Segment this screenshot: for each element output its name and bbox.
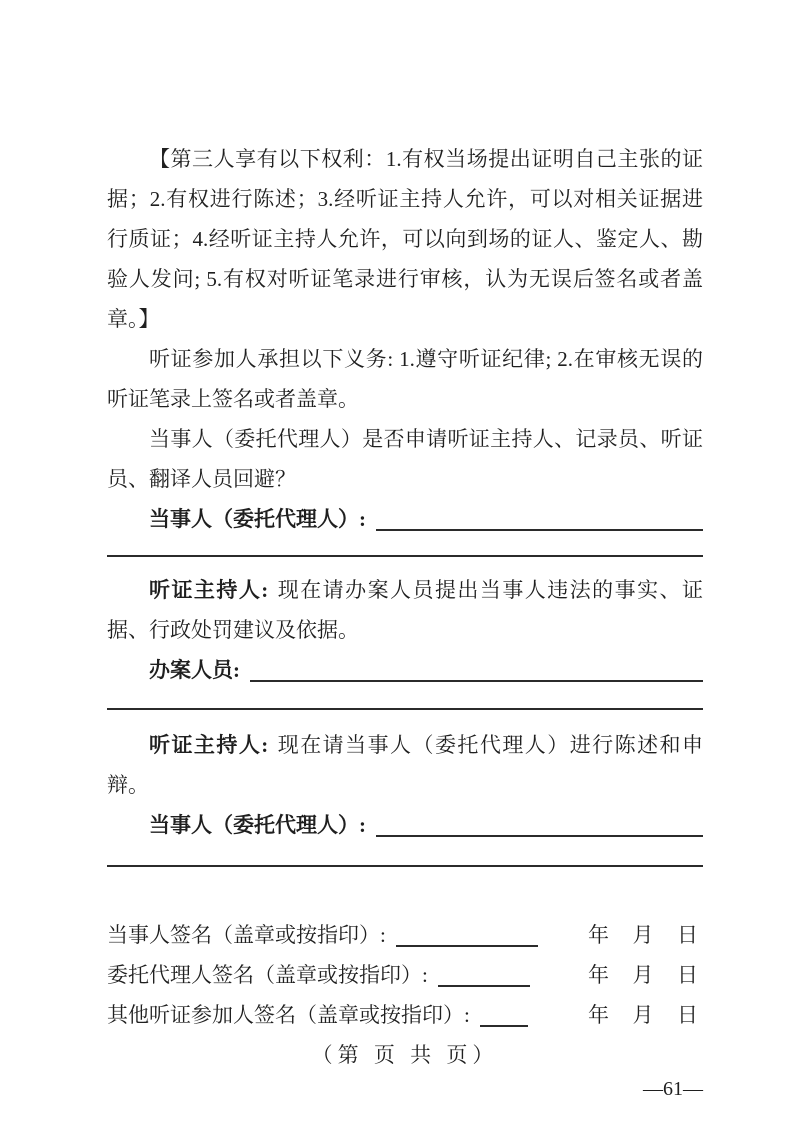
party-agent-blank-line-2 [376,805,703,837]
month-label: 月 [632,963,654,987]
party-agent-response-field-1 [107,499,703,539]
party-agent-blank-line-1 [376,499,703,531]
paragraph-third-party-rights: 【第三人享有以下权利：1.有权当场提出证明自己主张的证据；2.有权进行陈述；3.经听证主持人允许，可以对相关证据进行质证；4.经听证主持人允许，可以向到场的证人、鉴定人、勘验人发问; 5.有权对听证笔录进行审核，认为无误后签名或者盖章。】 [107,147,703,331]
year-label: 年 [588,923,609,947]
paragraph-participant-obligations: 听证参加人承担以下义务: 1.遵守听证纪律; 2.在审核无误的听证笔录上签名或者盖章。 [107,347,703,411]
case-handler-label: 办案人员: [149,658,240,682]
party-signature-date [588,915,698,955]
year-label: 年 [588,963,609,987]
signature-row-party [107,915,703,955]
host-label-2: 听证主持人: [149,733,269,757]
party-signature-blank-line [396,915,538,947]
paragraph-recusal-question: 当事人（委托代理人）是否申请听证主持人、记录员、听证员、翻译人员回避？ [107,427,703,491]
day-label: 日 [677,923,698,947]
party-agent-label-1: 当事人（委托代理人）: [149,507,366,531]
day-label: 日 [677,1003,698,1027]
section-divider-1 [107,555,703,557]
year-label: 年 [588,1003,609,1027]
other-participants-signature-date [588,995,698,1035]
host-label-1: 听证主持人: [149,578,269,602]
host-statement-text-2: 现在请当事人（委托代理人）进行陈述和申辩。 [107,733,704,797]
agent-signature-label: 委托代理人签名（盖章或按指印）: [107,963,428,987]
signature-row-agent [107,955,703,995]
other-participants-signature-label: 其他听证参加人签名（盖章或按指印）: [107,1003,470,1027]
agent-signature-date [588,955,698,995]
party-signature-label: 当事人签名（盖章或按指印）: [107,923,386,947]
pagination-note: （第 页 共 页） [311,1043,499,1067]
signature-block [107,915,703,1035]
section-divider-2 [107,708,703,710]
party-agent-label-2: 当事人（委托代理人）: [149,813,366,837]
host-statement-1 [107,570,703,650]
other-participants-signature-blank-line [480,995,528,1027]
host-statement-text-1: 现在请办案人员提出当事人违法的事实、证据、行政处罚建议及依据。 [107,578,704,642]
case-handler-response-field [107,650,703,690]
party-agent-response-field-2 [107,805,703,845]
month-label: 月 [632,1003,654,1027]
case-handler-blank-line [250,650,703,682]
agent-signature-blank-line [438,955,530,987]
day-label: 日 [677,963,698,987]
host-statement-2 [107,725,703,805]
section-divider-3 [107,865,703,867]
page-number: —61— [643,1078,703,1100]
month-label: 月 [632,923,654,947]
signature-row-other-participants [107,995,703,1035]
